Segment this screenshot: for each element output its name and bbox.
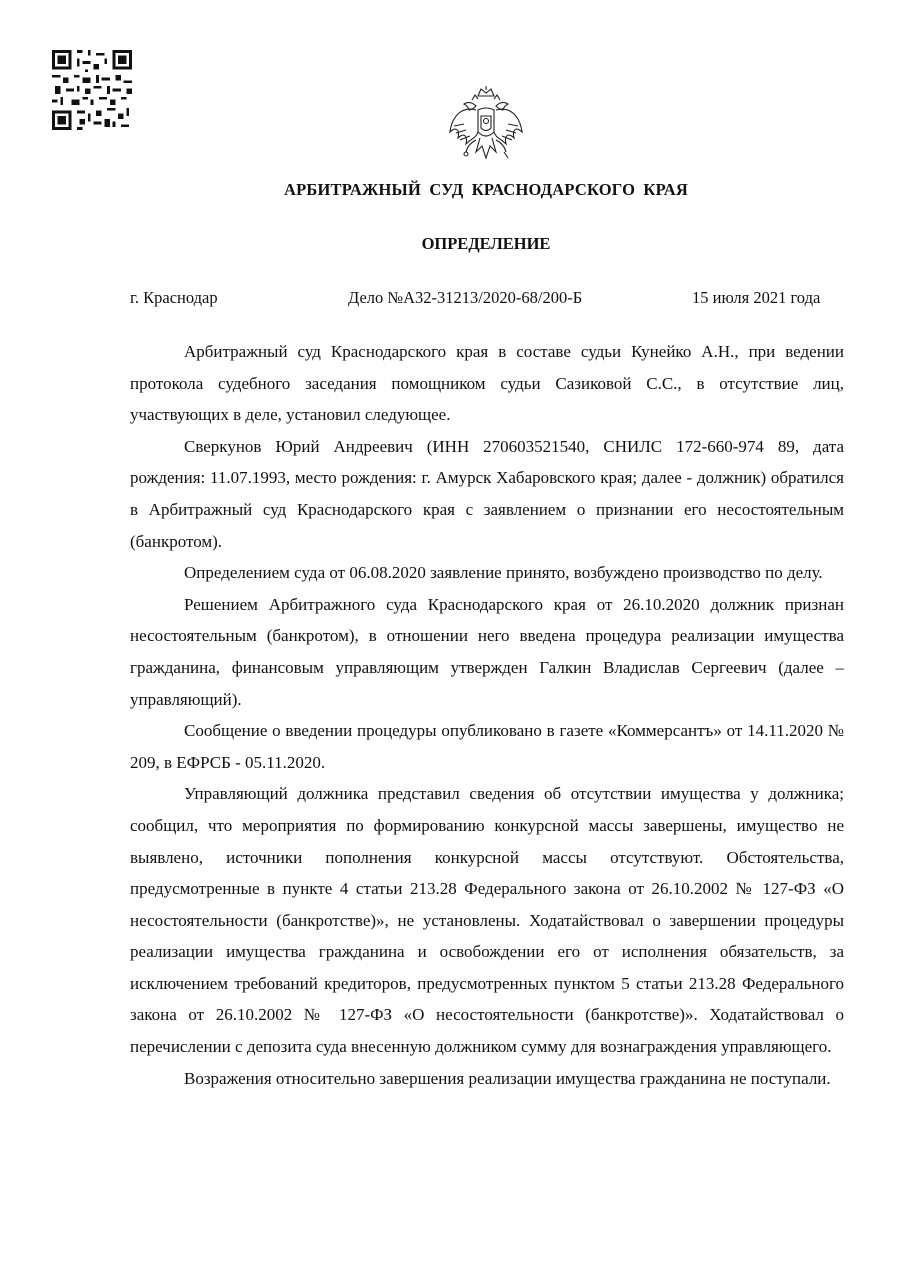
- paragraph-manager-report: Управляющий должника представил сведения об отсутствии имущества у должника; сообщил, что мероприятия по формированию конкурсной массы завершены, имущество не выявлено, источники пополнения конкурсной массы отсутствуют. Обстоятельства, предусмотренные в пункте 4 статьи 213.28 Федерального закона от 26.10.2002 № 127-ФЗ «О несостоятельности (банкротстве)», не установлены. Ходатайствовал о завершении процедуры реализации имущества гражданина и освобождении его от исполнения обязательств, за исключением требований кредиторов, предусмотренных пунктом 5 статьи 213.28 Федерального закона от 26.10.2002 № 127-ФЗ «О несостоятельности (банкротстве)». Ходатайствовал о перечислении с депозита суда внесенную должником сумму для вознаграждения управляющего.: [130, 784, 844, 1057]
- decision-date: 15 июля 2021 года: [692, 288, 821, 307]
- paragraph-publication: Сообщение о введении процедуры опубликовано в газете «Коммерсантъ» от 14.11.2020 № 209, в ЕФРСБ - 05.11.2020.: [130, 721, 844, 772]
- coat-of-arms-icon: [446, 86, 526, 168]
- paragraph-case-initiated: Определением суда от 06.08.2020 заявление принято, возбуждено производство по делу.: [184, 563, 823, 583]
- paragraph-bankruptcy-decision: Решением Арбитражного суда Краснодарского края от 26.10.2020 должник признан несостоятельным (банкротом), в отношении него введена процедура реализации имущества гражданина, финансовым управляющим утвержден Галкин Владислав Сергеевич (далее – управляющий).: [130, 594, 844, 709]
- document-body: [130, 336, 844, 1094]
- paragraph-court-composition: Арбитражный суд Краснодарского края в составе судьи Кунейко А.Н., при ведении протокола судебного заседания помощником судьи Сазиковой С.С., в отсутствие лиц, участвующих в деле, установил следующее.: [130, 342, 844, 425]
- case-number: Дело №А32-31213/2020-68/200-Б: [348, 288, 583, 307]
- paragraph-no-objections: Возражения относительно завершения реализации имущества гражданина не поступали.: [184, 1068, 831, 1088]
- paragraph-debtor-application: Сверкунов Юрий Андреевич (ИНН 270603521540, СНИЛС 172-660-974 89, дата рождения: 11.07.1993, место рождения: г. Амурск Хабаровского края; далее - должник) обратился в Арбитражный суд Краснодарского края с заявлением о признании его несостоятельным (банкротом).: [130, 436, 844, 551]
- qr-code-icon: [52, 50, 132, 130]
- document-type: ОПРЕДЕЛЕНИЕ: [421, 234, 551, 253]
- court-name: АРБИТРАЖНЫЙ СУД КРАСНОДАРСКОГО КРАЯ: [283, 180, 688, 199]
- city: г. Краснодар: [130, 288, 218, 307]
